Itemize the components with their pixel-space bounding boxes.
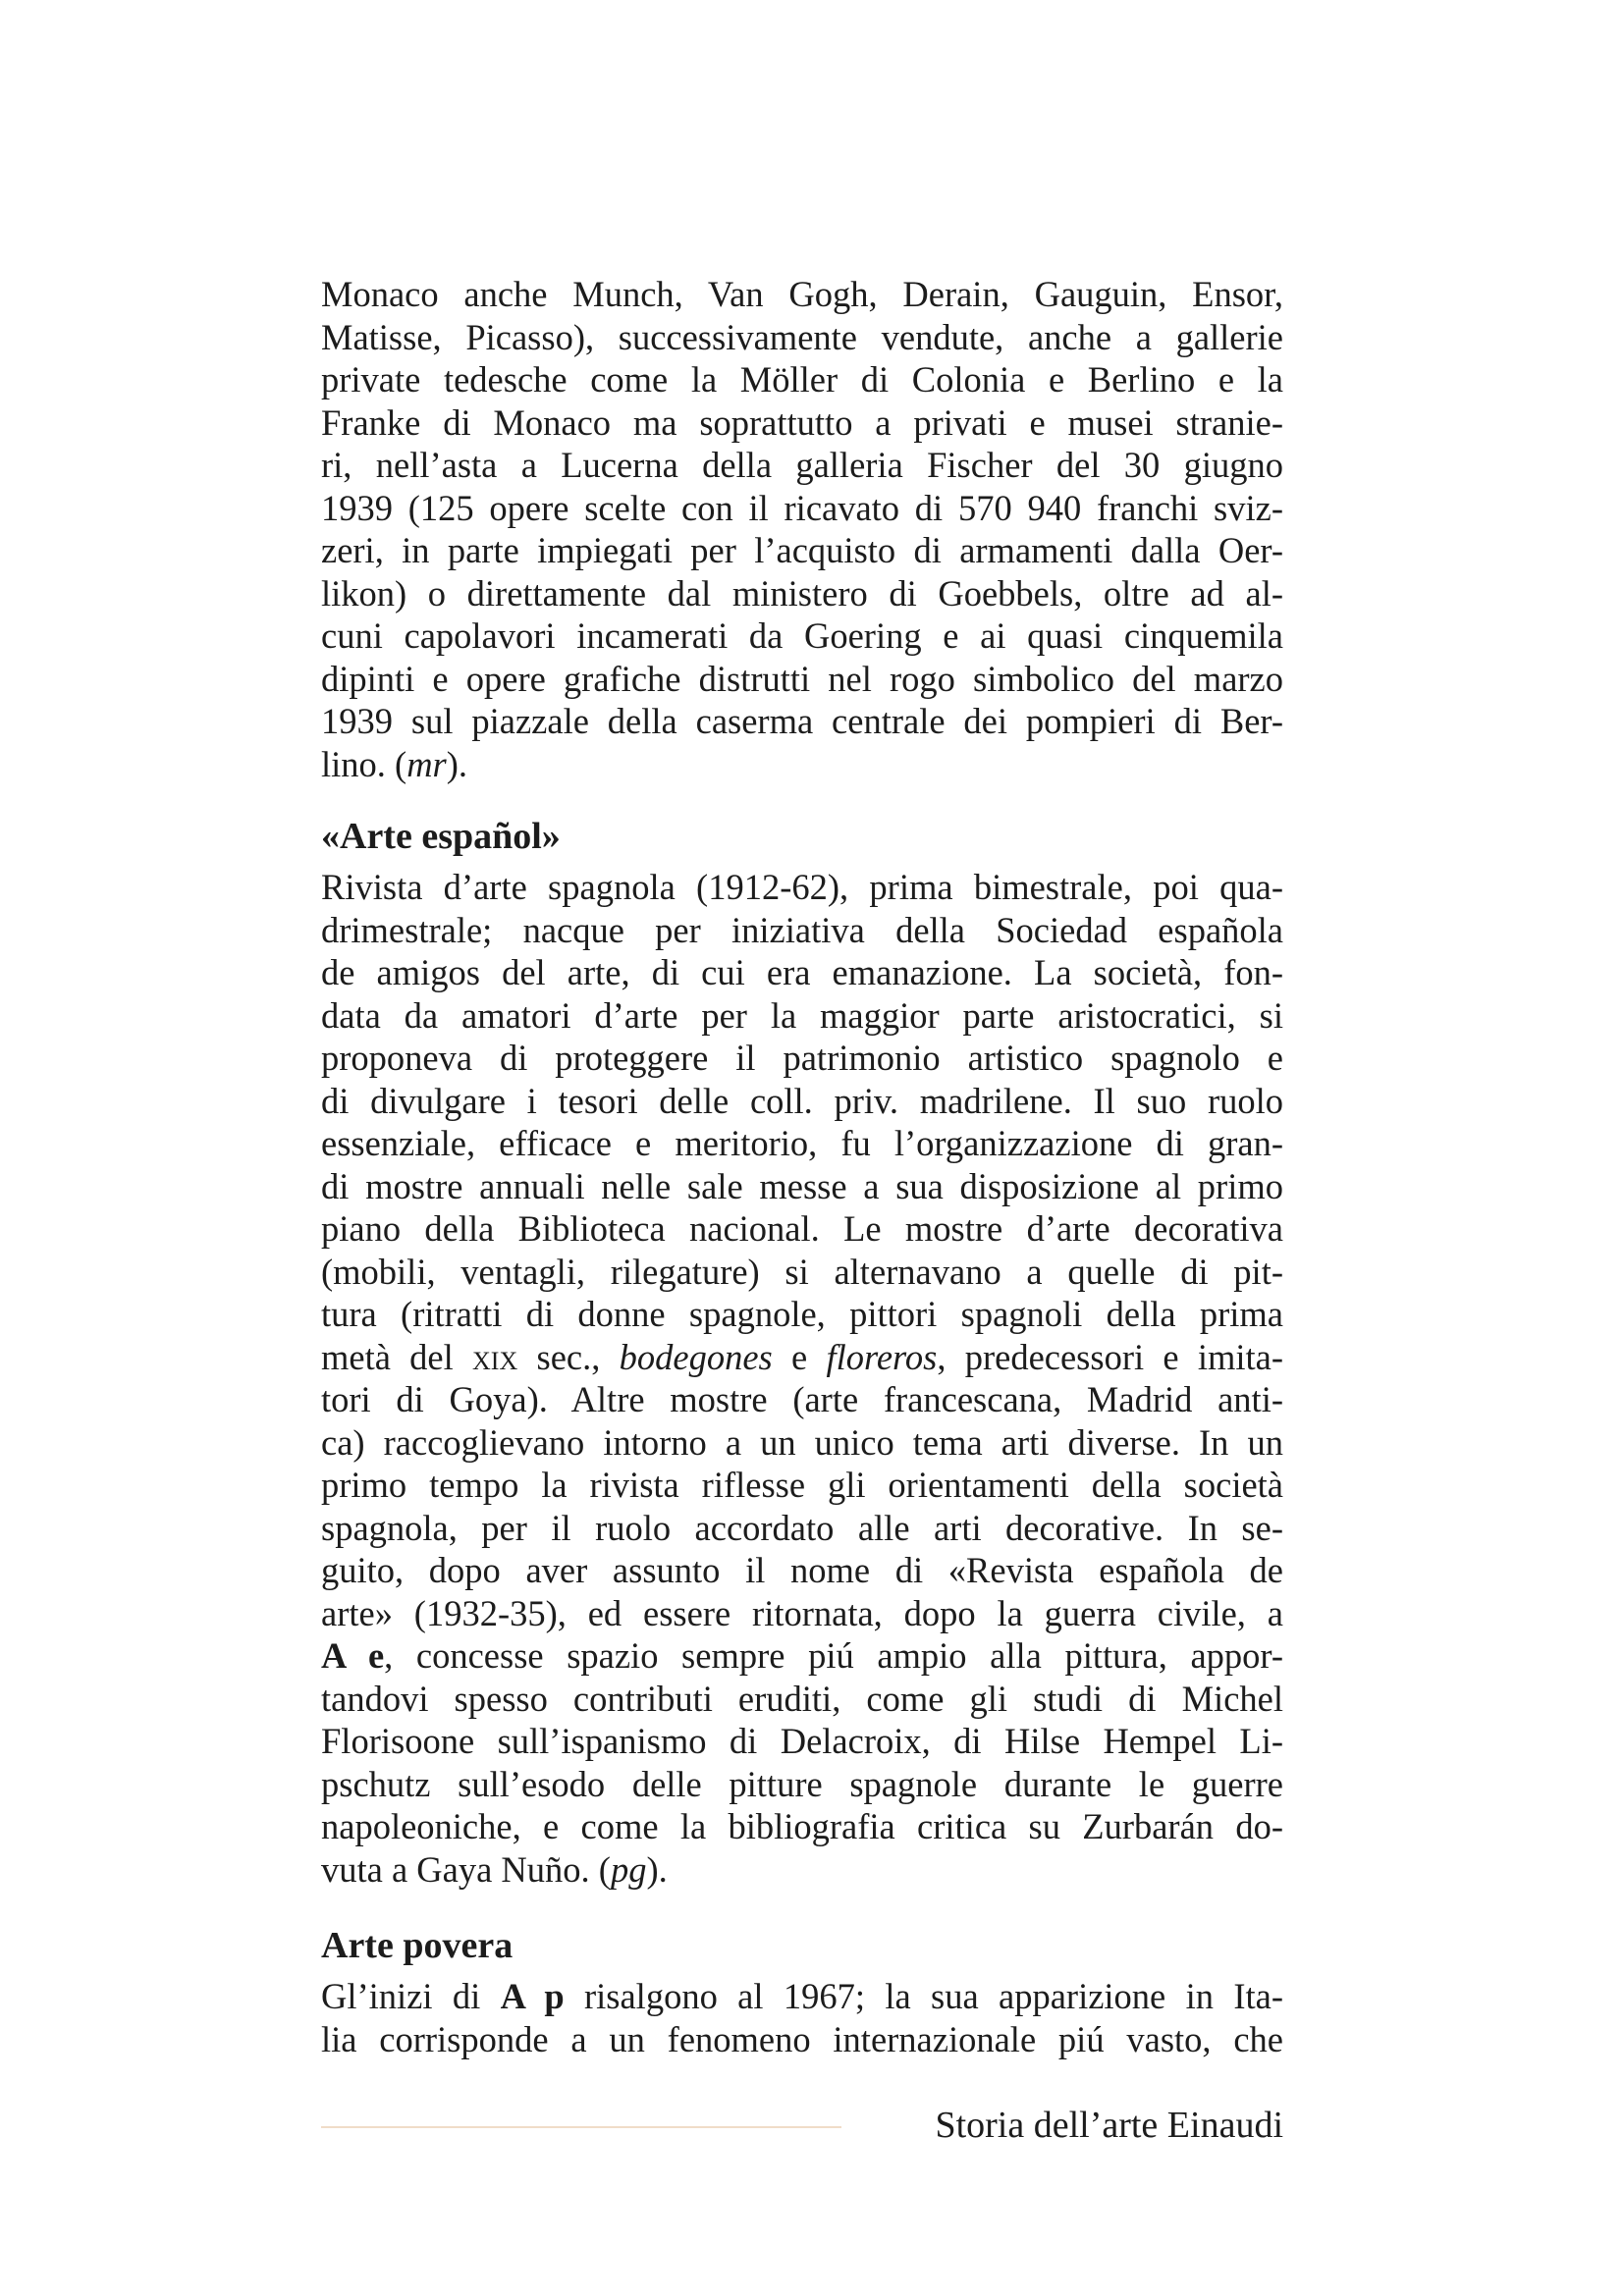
text-segment: metà del [321, 1336, 473, 1377]
text-line [321, 1848, 1283, 1892]
text-segment: risalgono al 1967; la sua apparizione in Ita- [564, 1976, 1283, 2016]
text-line: Franke di Monaco ma soprattutto a privati e musei stranie- [321, 401, 1283, 443]
text-line: di mostre annuali nelle sale messe a sua disposizione al primo [321, 1165, 1283, 1206]
text-line: cuni capolavori incamerati da Goering e ai quasi cinquemila [321, 615, 1283, 656]
entry-abbreviation: A e [321, 1635, 385, 1676]
text-line: tori di Goya). Altre mostre (arte francescana, Madrid anti- [321, 1379, 1283, 1419]
entry-heading-arte-espanol: «Arte español» [321, 816, 561, 857]
text-segment: e [772, 1336, 827, 1377]
text-line: pschutz sull’esodo delle pitture spagnole durante le guerre [321, 1763, 1283, 1804]
arte-espanol-paragraph [321, 866, 1283, 1891]
author-signature: mr [406, 743, 447, 784]
text-line: proponeva di proteggere il patrimonio artistico spagnolo e [321, 1038, 1283, 1078]
text-line: drimestrale; nacque per iniziativa della Sociedad española [321, 909, 1283, 950]
text-line: lia corrisponde a un fenomeno internazionale piú vasto, che [321, 2018, 1283, 2059]
text-segment: lino. ( [321, 743, 407, 784]
text-line: zeri, in parte impiegati per l’acquisto di armamenti dalla Oer- [321, 530, 1283, 570]
text-line: tura (ritratti di donne spagnole, pittori spagnoli della prima [321, 1294, 1283, 1334]
text-line: spagnola, per il ruolo accordato alle arti decorative. In se- [321, 1507, 1283, 1548]
text-line: essenziale, efficace e meritorio, fu l’organizzazione di gran- [321, 1123, 1283, 1163]
text-segment: ). [446, 743, 468, 784]
century-numeral: xix [472, 1336, 518, 1377]
text-line: Matisse, Picasso), successivamente vendute, anche a gallerie [321, 316, 1283, 357]
text-line: 1939 (125 opere scelte con il ricavato di 570 940 franchi sviz- [321, 487, 1283, 528]
text-line: Florisoone sull’ispanismo di Delacroix, di Hilse Hempel Li- [321, 1721, 1283, 1761]
entry-heading-arte-povera: Arte povera [321, 1925, 514, 1966]
text-line: (mobili, ventagli, rilegature) si alternavano a quelle di pit- [321, 1251, 1283, 1292]
footer-rule [321, 2126, 841, 2128]
text-line [321, 1336, 1283, 1379]
text-line: data da amatori d’arte per la maggior parte aristocratici, si [321, 994, 1283, 1036]
text-line [321, 743, 1283, 786]
text-line: tandovi spesso contributi eruditi, come gli studi di Michel [321, 1678, 1283, 1719]
text-line: private tedesche come la Möller di Colonia e Berlino e la [321, 359, 1283, 400]
text-line: ca) raccoglievano intorno a un unico tema arti diverse. In un [321, 1421, 1283, 1463]
text-segment: , predecessori e imita- [937, 1336, 1284, 1377]
page-footer [321, 2103, 1283, 2152]
text-line: napoleoniche, e come la bibliografia critica su Zurbarán do- [321, 1806, 1283, 1846]
entry-abbreviation: A p [500, 1976, 565, 2016]
footer-title: Storia dell’arte Einaudi [935, 2105, 1283, 2146]
text-segment: sec., [517, 1336, 620, 1377]
text-line: guito, dopo aver assunto il nome di «Revista española de [321, 1550, 1283, 1590]
italic-term: floreros [826, 1336, 938, 1377]
arte-povera-paragraph [321, 1975, 1283, 2060]
text-segment: vuta a Gaya Nuño. ( [321, 1848, 611, 1890]
text-line: piano della Biblioteca nacional. Le mostre d’arte decorativa [321, 1208, 1283, 1249]
text-line: Monaco anche Munch, Van Gogh, Derain, Gauguin, Ensor, [321, 274, 1283, 314]
text-segment: ). [646, 1848, 668, 1890]
italic-term: bodegones [619, 1336, 773, 1377]
text-line: likon) o direttamente dal ministero di Goebbels, oltre ad al- [321, 572, 1283, 614]
text-line: de amigos del arte, di cui era emanazione. La società, fon- [321, 952, 1283, 992]
page-body [321, 273, 1283, 2060]
text-line [321, 1634, 1283, 1678]
text-line [321, 1975, 1283, 2018]
text-line: di divulgare i tesori delle coll. priv. madrilene. Il suo ruolo [321, 1080, 1283, 1121]
text-segment: Gl’inizi di [321, 1976, 501, 2016]
text-line: Rivista d’arte spagnola (1912-62), prima bimestrale, poi qua- [321, 867, 1283, 907]
text-line: primo tempo la rivista riflesse gli orientamenti della società [321, 1465, 1283, 1505]
text-line: 1939 sul piazzale della caserma centrale dei pompieri di Ber- [321, 701, 1283, 741]
author-signature: pg [610, 1848, 647, 1890]
text-line: dipinti e opere grafiche distrutti nel rogo simbolico del marzo [321, 658, 1283, 699]
text-line: arte» (1932-35), ed essere ritornata, dopo la guerra civile, a [321, 1592, 1283, 1633]
intro-paragraph [321, 273, 1283, 785]
text-line: ri, nell’asta a Lucerna della galleria Fischer del 30 giugno [321, 445, 1283, 485]
text-segment: , concesse spazio sempre piú ampio alla pittura, appor- [384, 1635, 1283, 1676]
